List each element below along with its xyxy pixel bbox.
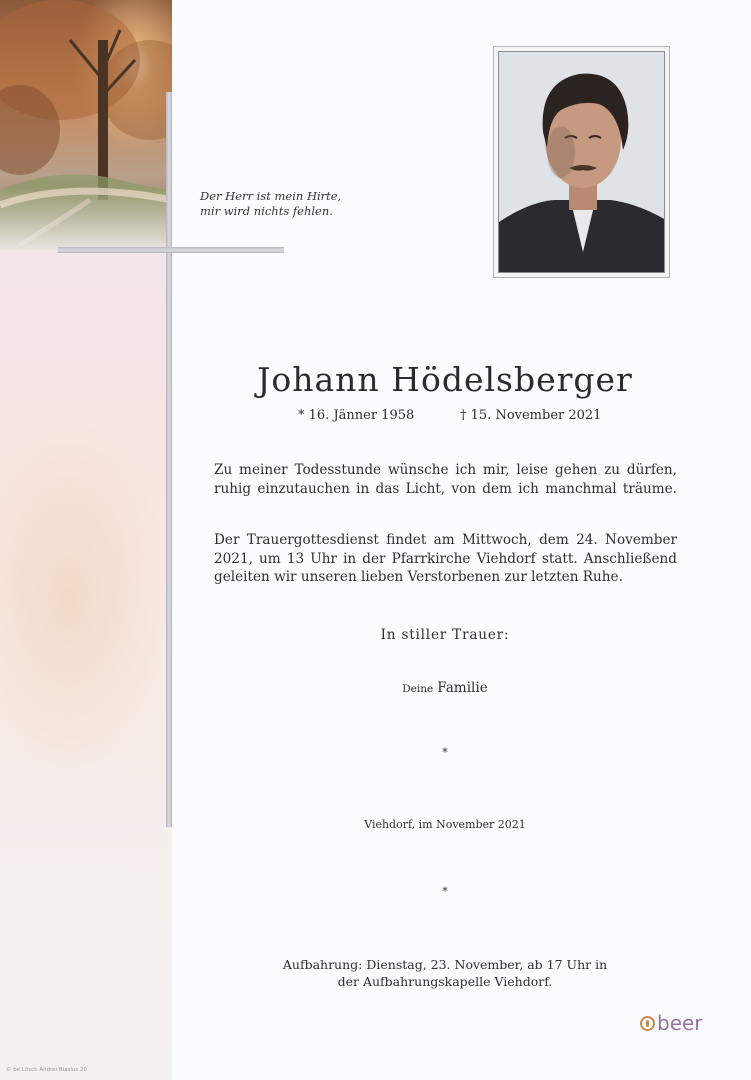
viewing-notice (180, 956, 710, 990)
farewell-paragraph (214, 461, 677, 498)
psalm-quote (200, 189, 360, 219)
viewing-line-2: der Aufbahrungskapelle Viehdorf. (337, 974, 553, 989)
autumn-landscape-image (0, 0, 172, 250)
portrait-frame (493, 46, 670, 278)
logo-mark-icon (640, 1016, 655, 1031)
deceased-name: Johann Hödelsberger (257, 360, 633, 399)
psalm-line-1: Der Herr ist mein Hirte, (200, 189, 342, 203)
place-and-date: Viehdorf, im November 2021 (364, 818, 526, 831)
imprint: © be Lösch Andrei Blasius 20 (6, 1067, 88, 1073)
logo-text: beer (657, 1011, 703, 1035)
mourners-family: Familie (437, 680, 488, 696)
paragraph-line: Zu meiner Todesstunde wünsche ich mir, leise gehen zu dürfen, (214, 462, 677, 478)
separator-star: * (442, 885, 448, 898)
mourners (180, 677, 710, 696)
paragraph-line: Der Trauergottesdienst findet am Mittwoch, dem 24. November (214, 532, 677, 548)
death-date: † 15. November 2021 (460, 408, 602, 423)
service-paragraph (214, 531, 677, 587)
mourners-prefix: Deine (402, 683, 434, 695)
decorative-glow (0, 420, 172, 780)
portrait-photo (498, 51, 665, 273)
psalm-line-2: mir wird nichts fehlen. (200, 204, 333, 218)
viewing-line-1: Aufbahrung: Dienstag, 23. November, ab 17 Uhr in (282, 957, 608, 972)
birth-date: * 16. Jänner 1958 (298, 408, 415, 423)
mourning-heading: In stiller Trauer: (380, 627, 510, 643)
paragraph-line: 2021, um 13 Uhr in der Pfarrkirche Viehdorf statt. Anschließend (214, 550, 677, 567)
separator-star: * (442, 746, 448, 759)
beer-logo (640, 1011, 703, 1035)
cross-vertical-beam (166, 92, 172, 827)
paragraph-line: geleiten wir unseren lieben Verstorbenen zur letzten Ruhe. (214, 569, 623, 585)
paragraph-line: ruhig einzutauchen in das Licht, von dem ich manchmal träume. (214, 480, 677, 497)
cross-horizontal-beam (58, 247, 284, 253)
